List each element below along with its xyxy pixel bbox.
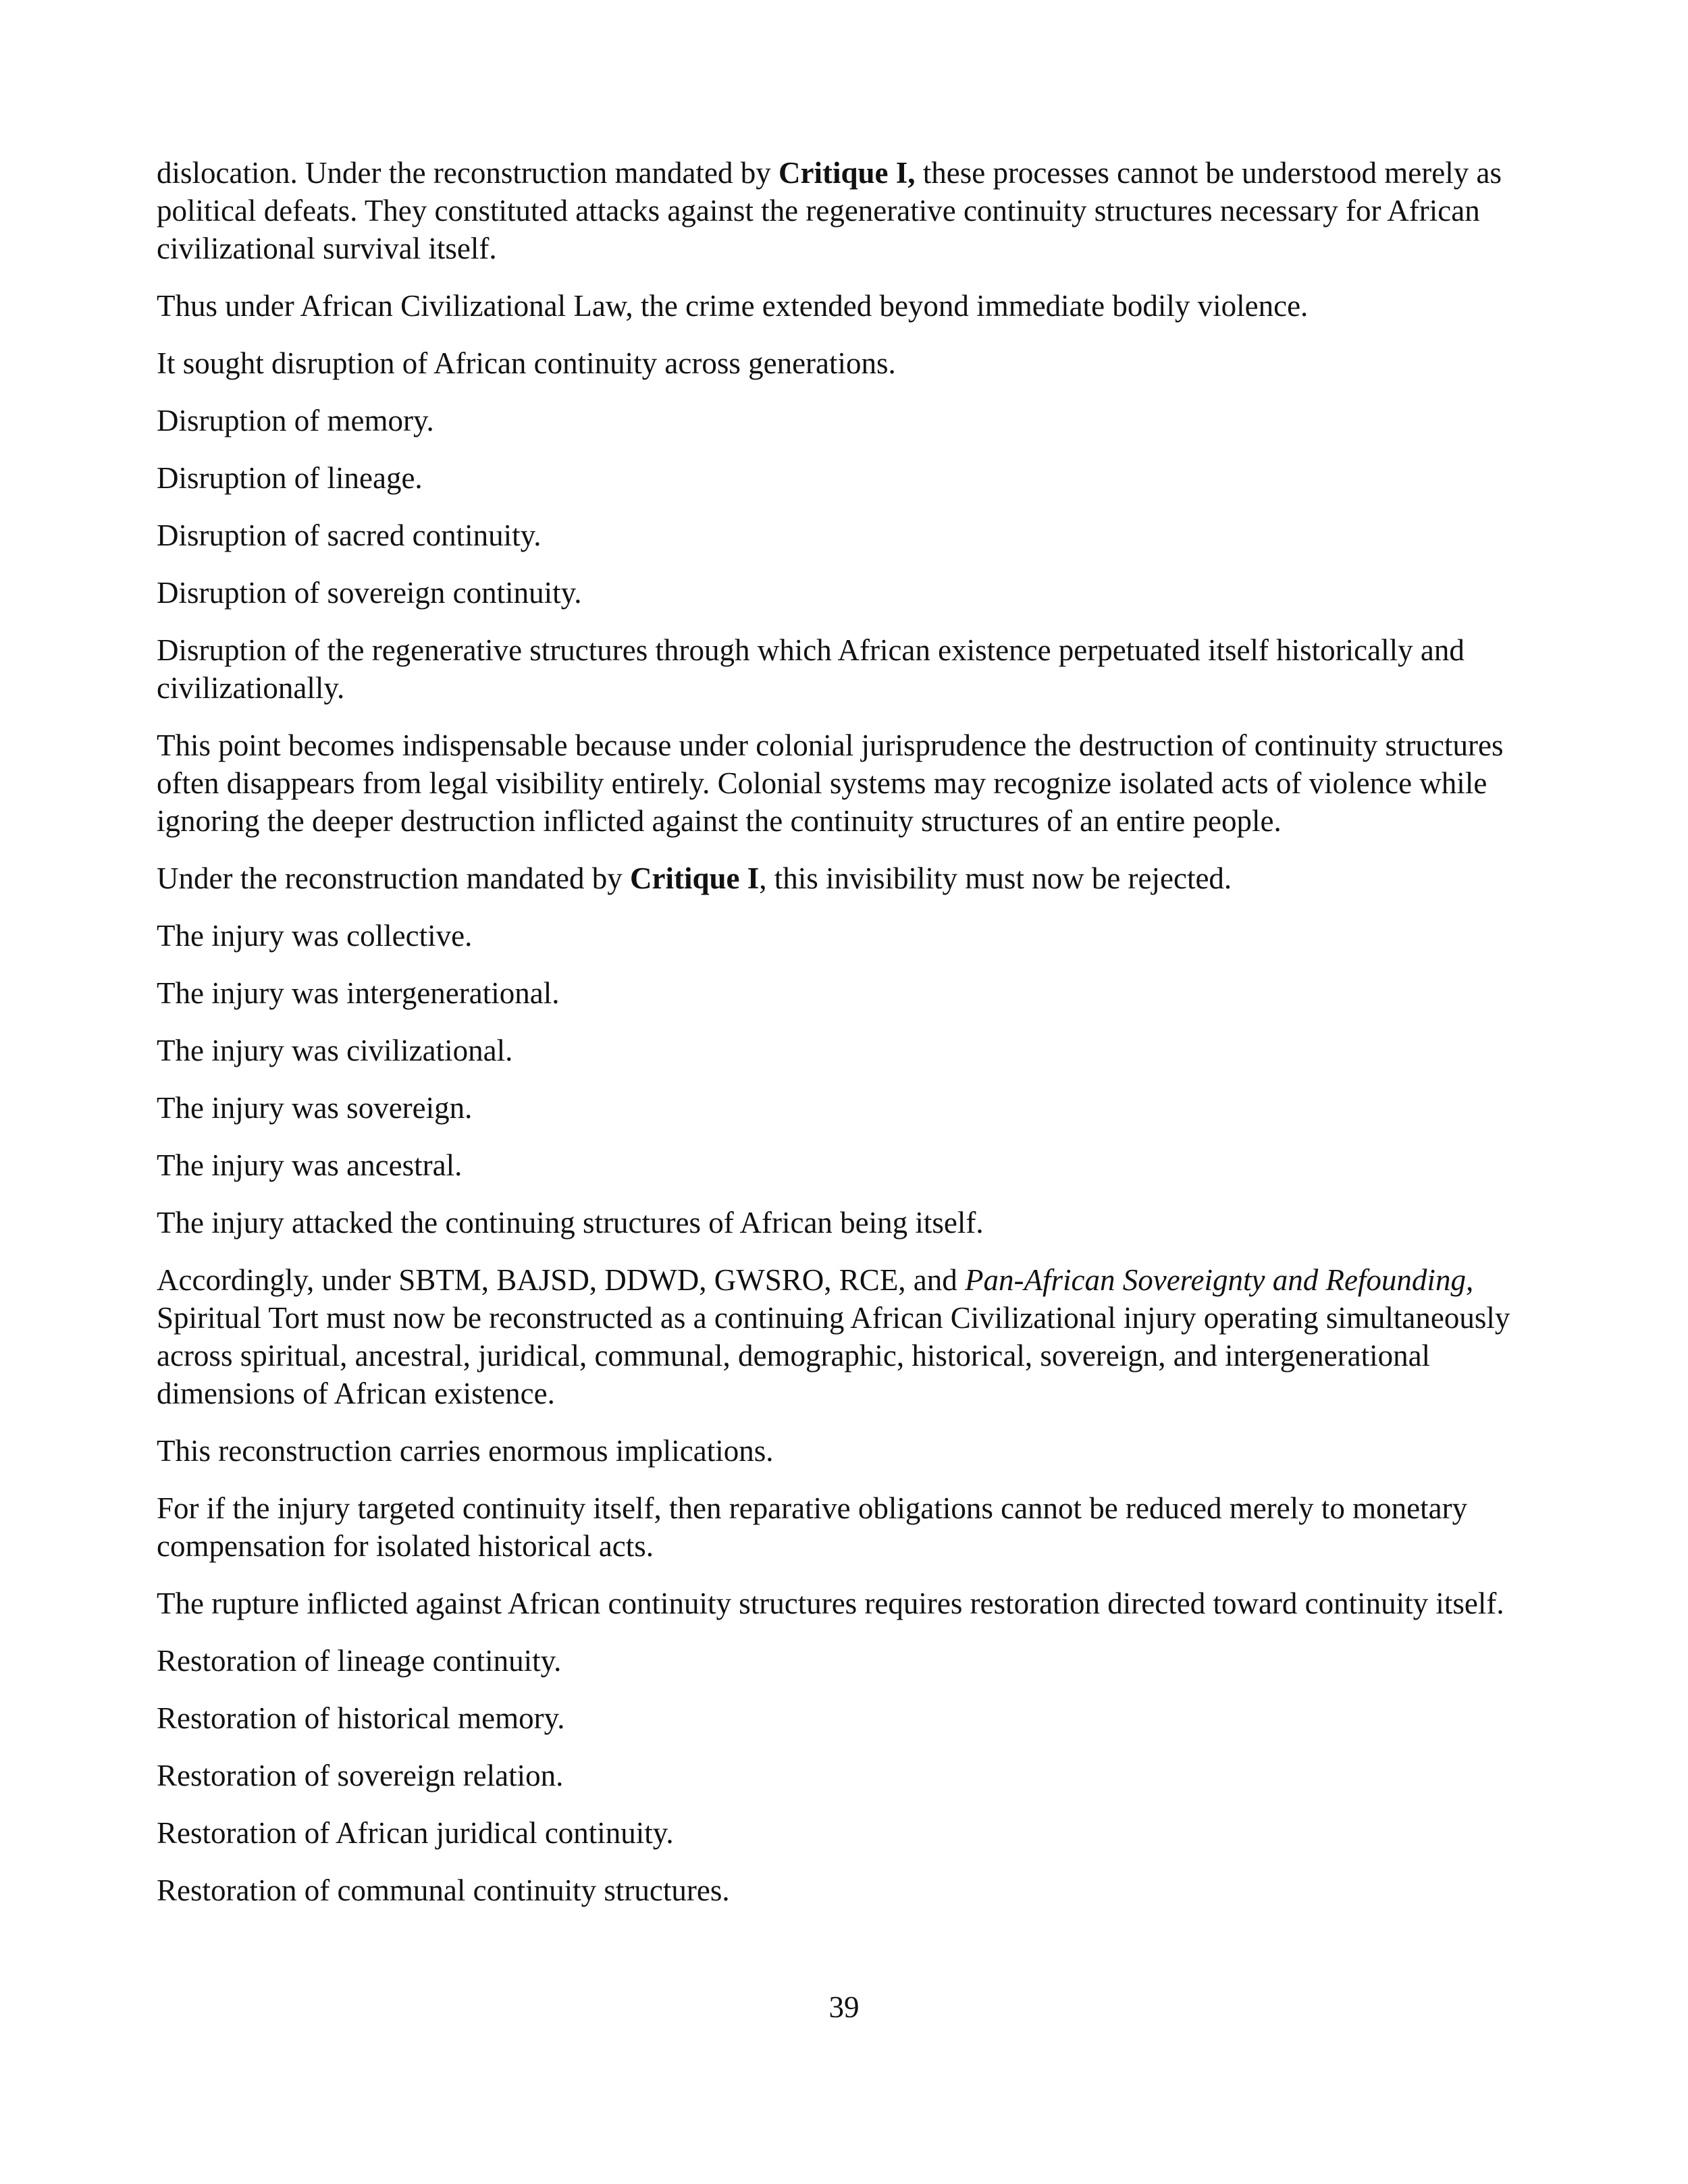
paragraph	[157, 1261, 1534, 1412]
paragraph: Disruption of sacred continuity.	[157, 518, 542, 552]
document-body	[157, 154, 1534, 1929]
paragraph-text: these processes cannot be understood merely as political defeats. They constituted attacks against the regenerative continuity structures necessary for African civilizational survival itself.	[157, 156, 1502, 265]
paragraph: It sought disruption of African continuity across generations.	[157, 346, 896, 380]
paragraph: Disruption of sovereign continuity.	[157, 576, 582, 610]
paragraph	[157, 154, 1534, 267]
paragraph: Disruption of the regenerative structures through which African existence perpetuated itself historically and civilizationally.	[157, 633, 1465, 705]
paragraph: The injury was sovereign.	[157, 1091, 473, 1125]
paragraph: The rupture inflicted against African continuity structures requires restoration directed toward continuity itself.	[157, 1587, 1504, 1620]
paragraph: Thus under African Civilizational Law, the crime extended beyond immediate bodily violence.	[157, 289, 1309, 323]
paragraph-text: Spiritual Tort must now be reconstructed as a continuing African Civilizational injury operating simultaneously across spiritual, ancestral, juridical, communal, demographic, historical, sovereign, and intergenerational dimensions of African existence.	[157, 1301, 1510, 1410]
paragraph: Disruption of lineage.	[157, 461, 423, 495]
bold-term: Critique I,	[778, 156, 916, 190]
paragraph	[157, 859, 1534, 897]
paragraph: The injury was intergenerational.	[157, 976, 560, 1010]
italic-title: Pan-African Sovereignty and Refounding,	[965, 1263, 1474, 1297]
paragraph: Disruption of memory.	[157, 404, 434, 437]
paragraph: The injury was collective.	[157, 919, 473, 953]
paragraph: The injury attacked the continuing structures of African being itself.	[157, 1206, 984, 1240]
paragraph-text: dislocation. Under the reconstruction mandated by	[157, 156, 779, 190]
paragraph: Restoration of historical memory.	[157, 1701, 565, 1735]
paragraph: This point becomes indispensable because under colonial jurisprudence the destruction of continuity structures often disappears from legal visibility entirely. Colonial systems may recognize isolated acts of violence while ignoring the deeper destruction inflicted against the continuity structures of an entire people.	[157, 728, 1504, 838]
bold-term: Critique I	[630, 861, 760, 895]
paragraph: Restoration of communal continuity structures.	[157, 1873, 730, 1907]
page-number: 39	[828, 1990, 860, 2024]
paragraph-text: Accordingly, under SBTM, BAJSD, DDWD, GWSRO, RCE, and	[157, 1263, 966, 1297]
paragraph: For if the injury targeted continuity itself, then reparative obligations cannot be reduced merely to monetary compensation for isolated historical acts.	[157, 1491, 1468, 1563]
paragraph-text: Under the reconstruction mandated by	[157, 861, 631, 895]
paragraph-text: , this invisibility must now be rejected.	[759, 861, 1232, 895]
paragraph: Restoration of lineage continuity.	[157, 1644, 562, 1678]
paragraph: The injury was ancestral.	[157, 1148, 463, 1182]
paragraph: The injury was civilizational.	[157, 1034, 513, 1067]
paragraph: This reconstruction carries enormous implications.	[157, 1434, 774, 1468]
paragraph: Restoration of African juridical continuity.	[157, 1816, 674, 1850]
paragraph: Restoration of sovereign relation.	[157, 1759, 564, 1792]
